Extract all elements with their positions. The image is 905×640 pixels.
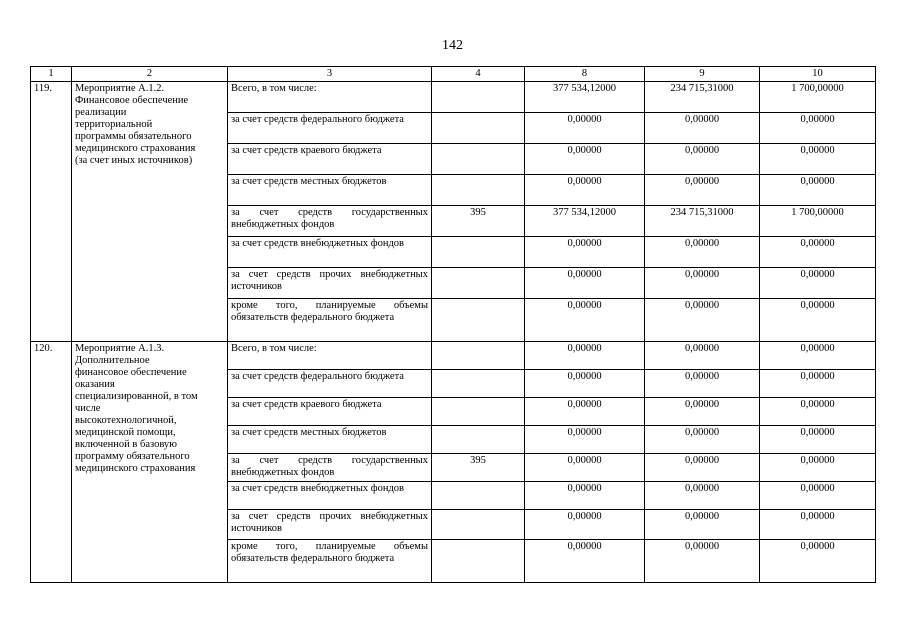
funding-source: за счет средств федерального бюджета — [228, 113, 432, 144]
budget-code: 395 — [432, 454, 525, 482]
value-col-9: 0,00000 — [645, 342, 760, 370]
funding-source: за счет средств прочих внебюджетных источников — [228, 268, 432, 299]
value-col-10: 0,00000 — [760, 268, 876, 299]
funding-source: за счет средств государственных внебюджетных фондов — [228, 454, 432, 482]
measure-name-line: специализированной, в том — [75, 391, 198, 402]
value-col-9: 0,00000 — [645, 540, 760, 583]
budget-code — [432, 342, 525, 370]
budget-table — [30, 66, 876, 583]
value-col-10: 0,00000 — [760, 342, 876, 370]
column-number-row — [31, 67, 876, 82]
funding-source: за счет средств прочих внебюджетных источников — [228, 510, 432, 540]
funding-source: за счет средств краевого бюджета — [228, 398, 432, 426]
value-col-8: 0,00000 — [525, 342, 645, 370]
value-col-8: 377 534,12000 — [525, 82, 645, 113]
value-col-8: 0,00000 — [525, 426, 645, 454]
measure-name-line: Мероприятие А.1.2. — [75, 83, 165, 94]
value-col-10: 0,00000 — [760, 113, 876, 144]
row-number: 119. — [31, 82, 72, 342]
column-header: 9 — [645, 67, 760, 82]
value-col-10: 0,00000 — [760, 370, 876, 398]
value-col-9: 0,00000 — [645, 510, 760, 540]
budget-code — [432, 398, 525, 426]
value-col-8: 0,00000 — [525, 540, 645, 583]
funding-source: за счет средств внебюджетных фондов — [228, 482, 432, 510]
funding-source: кроме того, планируемые объемы обязательств федерального бюджета — [228, 540, 432, 583]
value-col-9: 0,00000 — [645, 299, 760, 342]
value-col-8: 0,00000 — [525, 454, 645, 482]
value-col-8: 0,00000 — [525, 237, 645, 268]
measure-name-line: программу обязательного — [75, 451, 190, 462]
value-col-8: 0,00000 — [525, 175, 645, 206]
column-header: 4 — [432, 67, 525, 82]
value-col-10: 0,00000 — [760, 540, 876, 583]
value-col-10: 0,00000 — [760, 144, 876, 175]
budget-code — [432, 426, 525, 454]
budget-code — [432, 175, 525, 206]
value-col-9: 0,00000 — [645, 482, 760, 510]
funding-source: за счет средств местных бюджетов — [228, 175, 432, 206]
column-header: 8 — [525, 67, 645, 82]
budget-code — [432, 482, 525, 510]
row-number: 120. — [31, 342, 72, 583]
measure-name-line: числе — [75, 403, 101, 414]
value-col-10: 0,00000 — [760, 482, 876, 510]
value-col-8: 0,00000 — [525, 299, 645, 342]
value-col-9: 234 715,31000 — [645, 82, 760, 113]
value-col-9: 0,00000 — [645, 237, 760, 268]
budget-code — [432, 370, 525, 398]
value-col-10: 1 700,00000 — [760, 82, 876, 113]
budget-code — [432, 82, 525, 113]
value-col-9: 0,00000 — [645, 398, 760, 426]
value-col-8: 0,00000 — [525, 268, 645, 299]
budget-code — [432, 144, 525, 175]
column-header: 1 — [31, 67, 72, 82]
value-col-10: 0,00000 — [760, 398, 876, 426]
value-col-9: 0,00000 — [645, 454, 760, 482]
value-col-9: 234 715,31000 — [645, 206, 760, 237]
value-col-8: 0,00000 — [525, 113, 645, 144]
value-col-10: 0,00000 — [760, 426, 876, 454]
value-col-8: 0,00000 — [525, 144, 645, 175]
measure-name-line: реализации — [75, 107, 127, 118]
table-body — [31, 82, 876, 583]
column-header: 2 — [72, 67, 228, 82]
value-col-8: 377 534,12000 — [525, 206, 645, 237]
measure-name-line: (за счет иных источников) — [75, 155, 193, 166]
value-col-10: 0,00000 — [760, 237, 876, 268]
value-col-10: 0,00000 — [760, 454, 876, 482]
measure-name-line: территориальной — [75, 119, 153, 130]
budget-code — [432, 540, 525, 583]
measure-name — [72, 342, 228, 583]
value-col-8: 0,00000 — [525, 482, 645, 510]
value-col-8: 0,00000 — [525, 510, 645, 540]
measure-name-line: медицинского страхования — [75, 463, 196, 474]
value-col-9: 0,00000 — [645, 175, 760, 206]
budget-code — [432, 299, 525, 342]
funding-source: Всего, в том числе: — [228, 82, 432, 113]
value-col-9: 0,00000 — [645, 370, 760, 398]
funding-source: кроме того, планируемые объемы обязательств федерального бюджета — [228, 299, 432, 342]
measure-name-line: Мероприятие А.1.3. — [75, 343, 165, 354]
value-col-9: 0,00000 — [645, 268, 760, 299]
budget-code: 395 — [432, 206, 525, 237]
funding-source: Всего, в том числе: — [228, 342, 432, 370]
value-col-9: 0,00000 — [645, 426, 760, 454]
table-row — [31, 342, 876, 370]
value-col-9: 0,00000 — [645, 144, 760, 175]
measure-name-line: высокотехнологичной, — [75, 415, 177, 426]
page-number: 142 — [442, 38, 463, 53]
value-col-10: 0,00000 — [760, 510, 876, 540]
value-col-8: 0,00000 — [525, 398, 645, 426]
budget-code — [432, 237, 525, 268]
budget-code — [432, 113, 525, 144]
value-col-10: 1 700,00000 — [760, 206, 876, 237]
measure-name — [72, 82, 228, 342]
column-header: 10 — [760, 67, 876, 82]
measure-name-line: программы обязательного — [75, 131, 192, 142]
value-col-10: 0,00000 — [760, 175, 876, 206]
measure-name-line: включенной в базовую — [75, 439, 178, 450]
funding-source: за счет средств краевого бюджета — [228, 144, 432, 175]
measure-name-line: финансовое обеспечение — [75, 367, 187, 378]
measure-name-line: Финансовое обеспечение — [75, 95, 189, 106]
budget-code — [432, 268, 525, 299]
value-col-9: 0,00000 — [645, 113, 760, 144]
measure-name-line: медицинской помощи, — [75, 427, 176, 438]
budget-code — [432, 510, 525, 540]
funding-source: за счет средств местных бюджетов — [228, 426, 432, 454]
funding-source: за счет средств внебюджетных фондов — [228, 237, 432, 268]
column-header: 3 — [228, 67, 432, 82]
measure-name-line: оказания — [75, 379, 115, 390]
value-col-10: 0,00000 — [760, 299, 876, 342]
value-col-8: 0,00000 — [525, 370, 645, 398]
funding-source: за счет средств государственных внебюджетных фондов — [228, 206, 432, 237]
measure-name-line: Дополнительное — [75, 355, 150, 366]
table-row — [31, 82, 876, 113]
funding-source: за счет средств федерального бюджета — [228, 370, 432, 398]
measure-name-line: медицинского страхования — [75, 143, 196, 154]
